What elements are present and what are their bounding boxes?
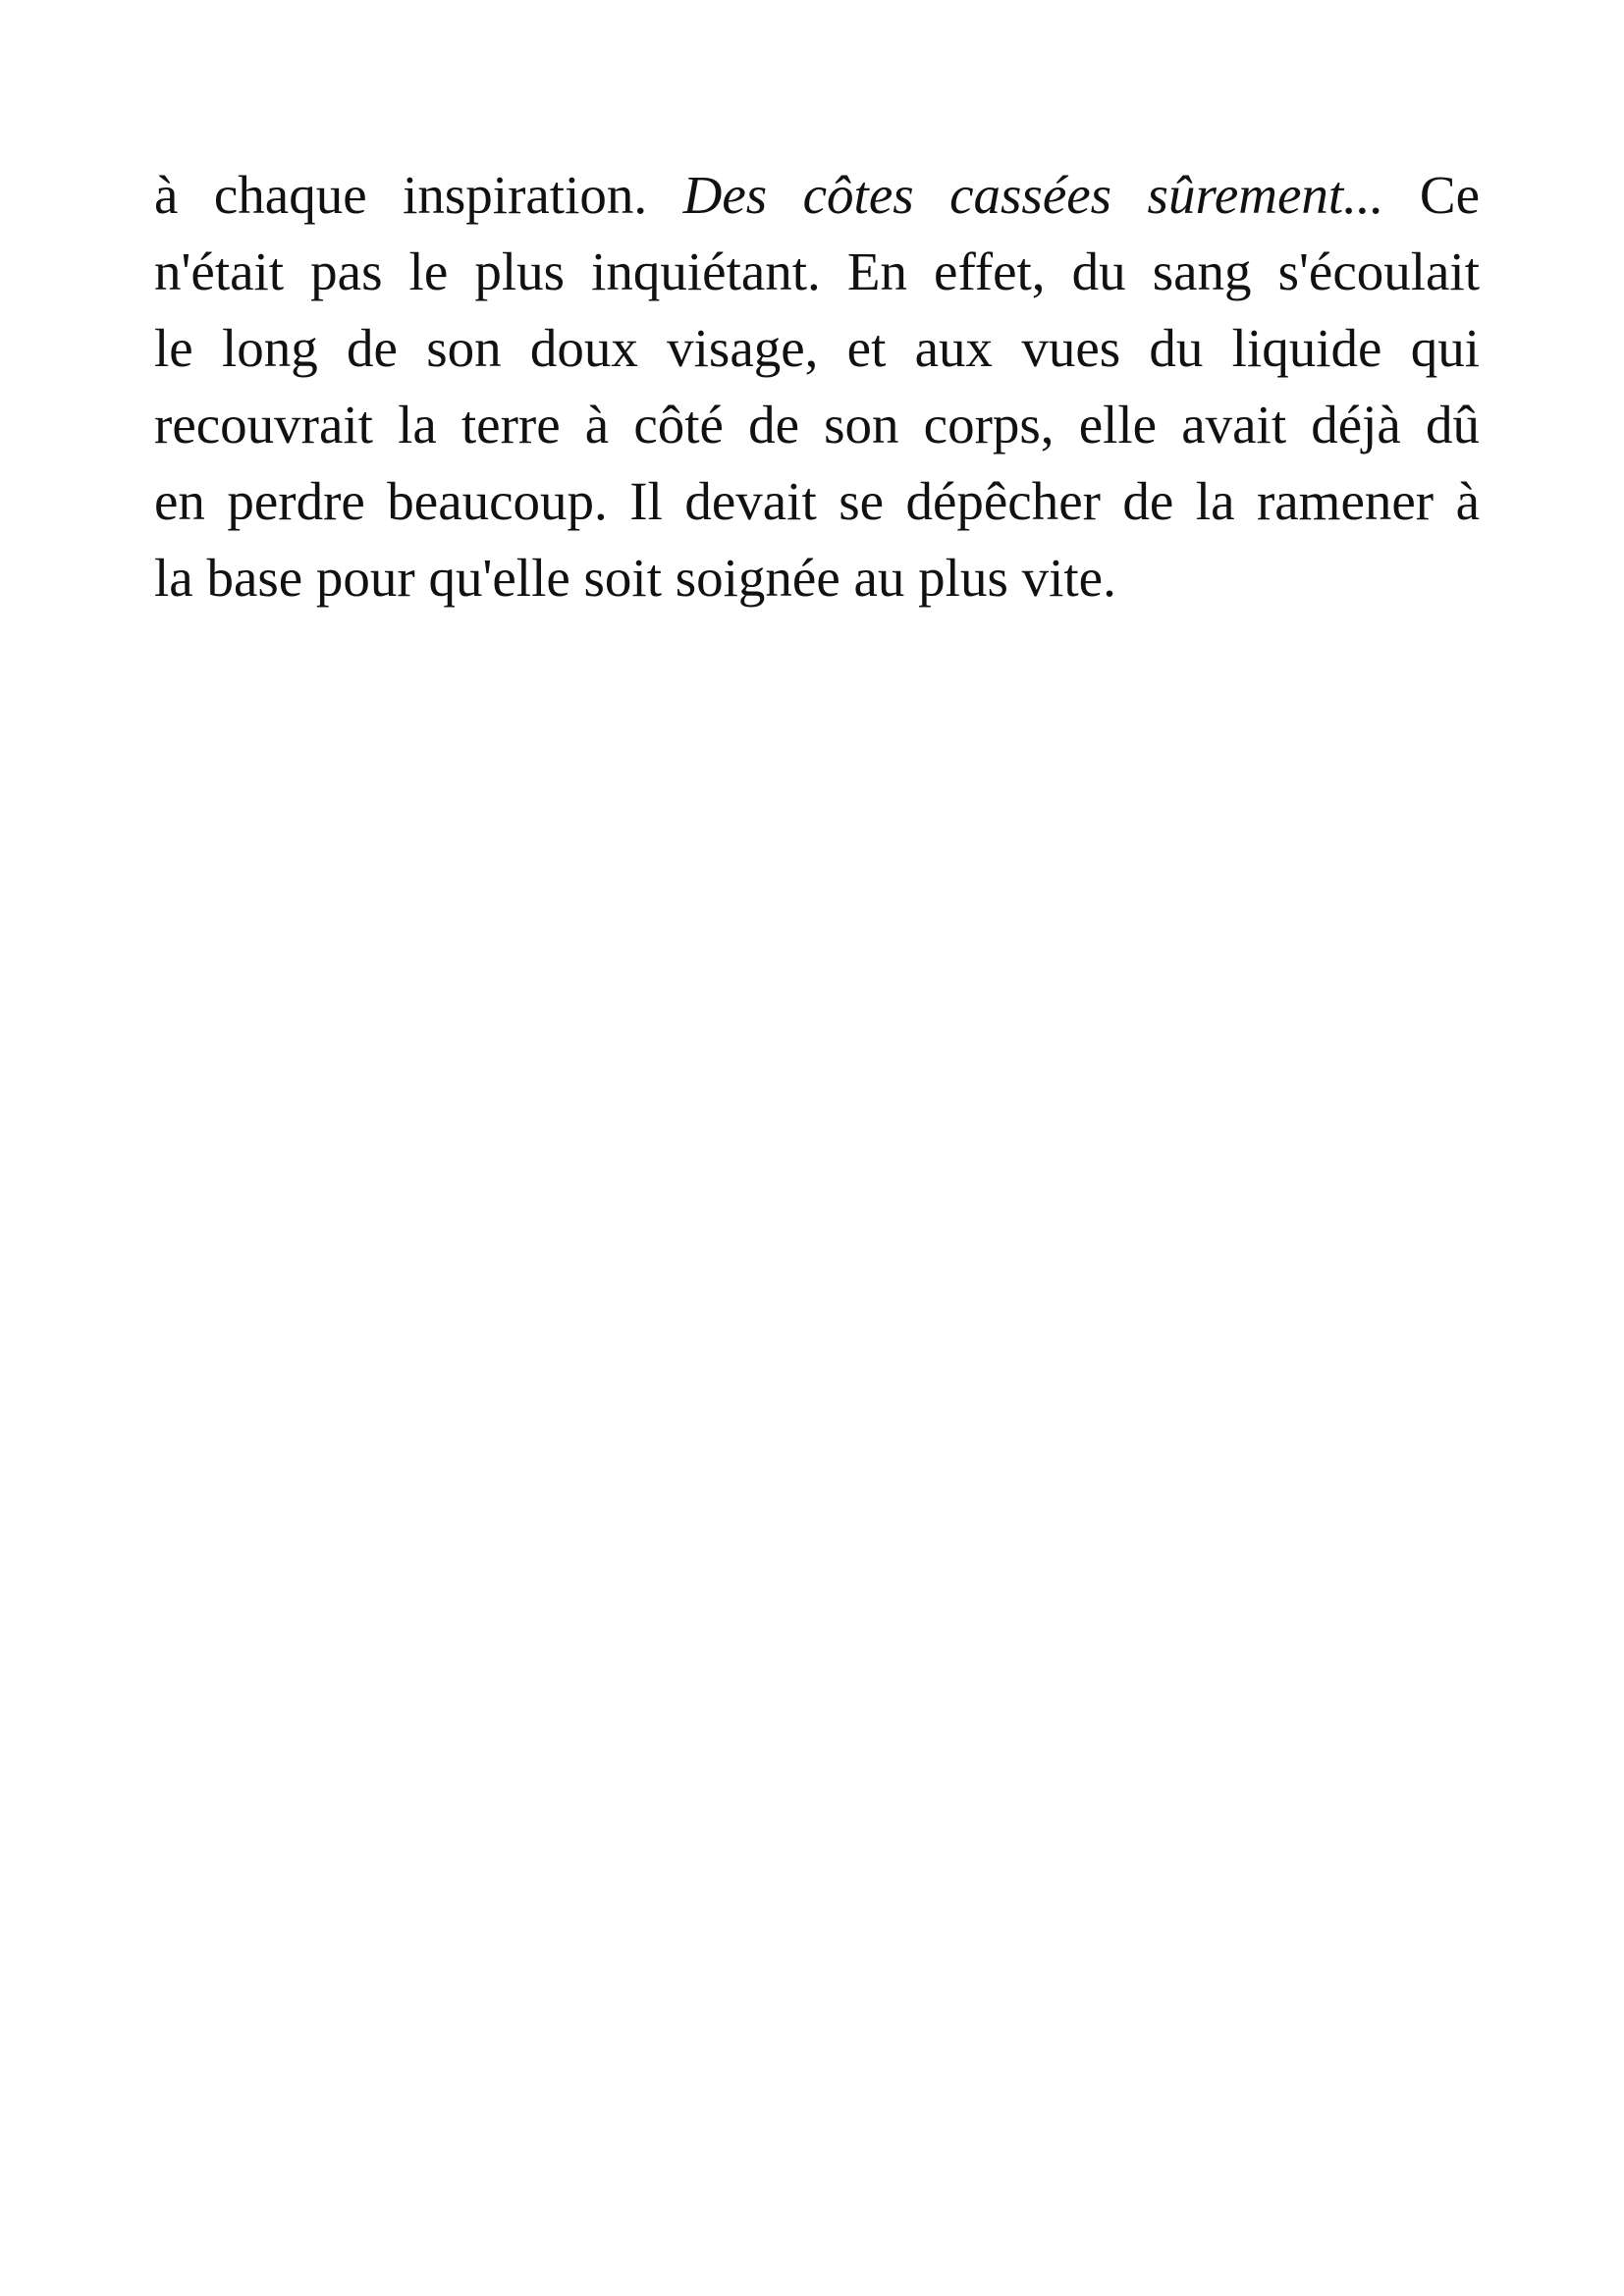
paragraph-line-4: recouvrait la terre à côté de son corps, elle avait déjà dû [154, 395, 1480, 454]
body-paragraph [154, 157, 1480, 616]
line-1-text-end: Ce [1383, 165, 1480, 225]
paragraph-line-3: le long de son doux visage, et aux vues du liquide qui [154, 318, 1480, 378]
paragraph-line-5: en perdre beaucoup. Il devait se dépêcher de la ramener à [154, 471, 1480, 531]
line-1-text-start: à chaque inspiration. [154, 165, 683, 225]
paragraph-line-2: n'était pas le plus inquiétant. En effet, du sang s'écoulait [154, 241, 1480, 301]
paragraph-line-1 [154, 157, 1480, 234]
paragraph-line-6: la base pour qu'elle soit soignée au plus vite. [154, 548, 1116, 608]
italic-thought: Des côtes cassées sûrement... [682, 165, 1384, 225]
